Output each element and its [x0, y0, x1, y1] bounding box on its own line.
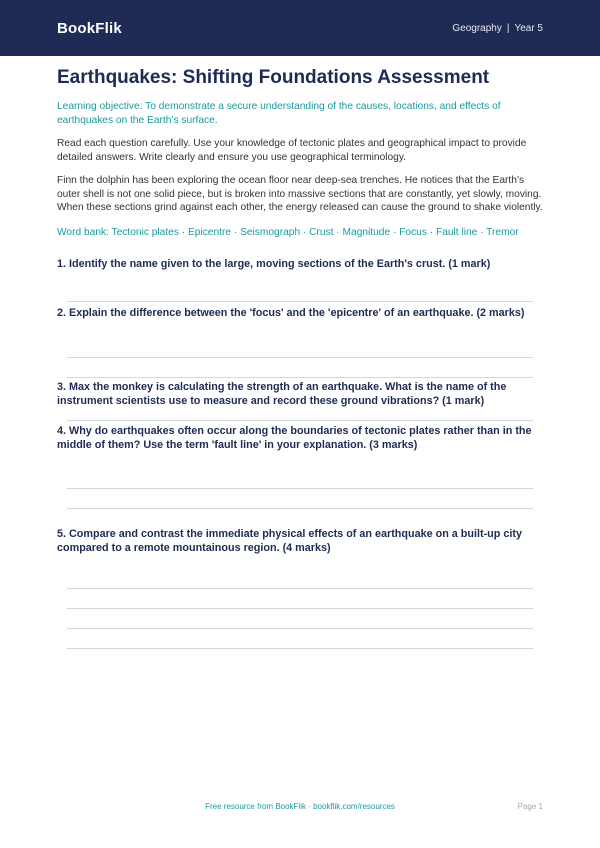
subject-label: Geography	[452, 22, 502, 34]
answer-line[interactable]	[67, 377, 533, 378]
answer-line[interactable]	[67, 508, 533, 509]
answer-line[interactable]	[67, 648, 533, 649]
separator: |	[506, 22, 510, 34]
answer-line[interactable]	[67, 588, 533, 589]
year-label: Year 5	[514, 22, 543, 34]
answer-line[interactable]	[67, 608, 533, 609]
question-5: 5. Compare and contrast the immediate physical effects of an earthquake on a built-up city compared to a remote mountainous region. (4 marks)	[57, 528, 522, 554]
story-paragraph: Finn the dolphin has been exploring the ocean floor near deep-sea trenches. He notices that the Earth’s outer shell is not one solid piece, but is broken into massive sections that are constantly, yet slowly, moving. When these sections grind against each other, the energy released can cause the ground to shake violently.	[57, 175, 543, 213]
word-bank: Word bank: Tectonic plates · Epicentre · Seismograph · Crust · Magnitude · Focus · Fault line · Tremor	[57, 226, 519, 238]
question-4: 4. Why do earthquakes often occur along the boundaries of tectonic plates rather than in the middle of them? Use the term 'fault line' in your explanation. (3 marks)	[57, 425, 532, 451]
page-title: Earthquakes: Shifting Foundations Assessment	[57, 67, 490, 88]
answer-line[interactable]	[67, 488, 533, 489]
answer-line[interactable]	[67, 357, 533, 358]
worksheet-content	[0, 56, 600, 649]
learning-objective: Learning objective: To demonstrate a secure understanding of the causes, locations, and effects of earthquakes on the Earth’s surface.	[57, 101, 501, 126]
question-2: 2. Explain the difference between the 'focus' and the 'epicentre' of an earthquake. (2 marks)	[57, 307, 525, 319]
subject-year-label	[452, 23, 543, 34]
question-3: 3. Max the monkey is calculating the strength of an earthquake. What is the name of the instrument scientists use to measure and record these ground vibrations? (1 mark)	[57, 381, 507, 407]
answer-line[interactable]	[67, 628, 533, 629]
instructions-paragraph: Read each question carefully. Use your knowledge of tectonic plates and geographical impact to provide detailed answers. Write clearly and ensure you use geographical terminology.	[57, 138, 527, 163]
question-1: 1. Identify the name given to the large, moving sections of the Earth's crust. (1 mark)	[57, 258, 491, 270]
page-number: Page 1	[517, 802, 543, 811]
brand-logo[interactable]: BookFlik	[57, 19, 122, 37]
answer-line[interactable]	[67, 420, 533, 421]
answer-line[interactable]	[67, 301, 533, 302]
header-bar	[0, 0, 600, 56]
footer-resource-link[interactable]: Free resource from BookFlik · bookflik.com/resources	[205, 802, 395, 811]
